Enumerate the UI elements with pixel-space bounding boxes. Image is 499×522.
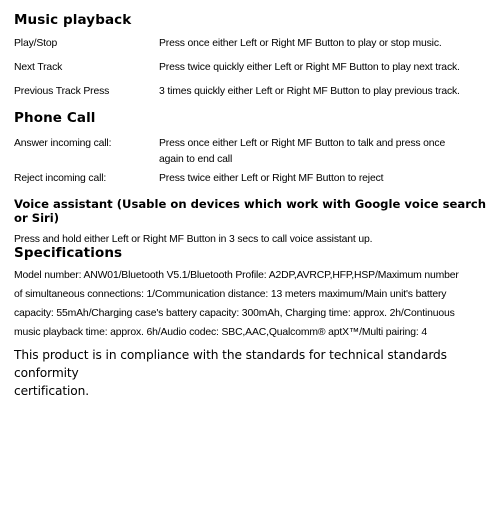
music-section [14, 12, 131, 28]
specs-line: of simultaneous connections: 1/Communication distance: 13 meters maximum/Main unit's battery [14, 289, 447, 300]
row-label-empty [14, 152, 159, 168]
specs-heading: Specifications [14, 245, 123, 261]
row-text: 3 times quickly either Left or Right MF Button to play previous track. [159, 86, 460, 97]
row-text: Press twice quickly either Left or Right MF Button to play next track. [159, 62, 460, 73]
compliance-section [14, 346, 494, 400]
row-text-line2: again to end call [159, 154, 233, 165]
row-text-line1: Press once either Left or Right MF Button to talk and press once [159, 138, 446, 149]
row-label: Next Track [14, 62, 63, 73]
row-label: Reject incoming call: [14, 173, 107, 184]
voice-section [14, 197, 494, 249]
compliance-line2: certification. [14, 384, 90, 398]
row-label: Answer incoming call: [14, 138, 112, 149]
music-heading: Music playback [14, 12, 132, 28]
specs-line: capacity: 55mAh/Charging case's battery capacity: 300mAh, Charging time: approx. 2h/Continuous [14, 308, 455, 319]
row-text: Press once either Left or Right MF Button to play or stop music. [159, 38, 442, 49]
row-text: Press twice either Left or Right MF Button to reject [159, 173, 384, 184]
phone-row-answer [14, 136, 489, 152]
row-label: Play/Stop [14, 38, 58, 49]
specs-section [14, 245, 122, 261]
compliance-line1: This product is in compliance with the standards for technical standards conformity [14, 348, 447, 380]
voice-heading: Voice assistant (Usable on devices which work with Google voice search or Siri) [14, 197, 487, 225]
phone-section [14, 110, 96, 126]
music-row-play [14, 36, 489, 52]
specs-line: Model number: ANW01/Bluetooth V5.1/Bluetooth Profile: A2DP,AVRCP,HFP,HSP/Maximum number [14, 270, 459, 281]
phone-row-answer-cont [14, 152, 489, 168]
phone-heading: Phone Call [14, 110, 96, 126]
music-row-previous [14, 84, 489, 100]
phone-row-reject [14, 171, 489, 187]
phone-rows [14, 136, 489, 187]
row-label: Previous Track Press [14, 86, 110, 97]
music-rows [14, 36, 489, 100]
specs-body [14, 266, 494, 342]
music-row-next [14, 60, 489, 76]
voice-text: Press and hold either Left or Right MF Button in 3 secs to call voice assistant up. [14, 234, 373, 245]
specs-line: music playback time: approx. 6h/Audio codec: SBC,AAC,Qualcomm® aptX™/Multi pairing: 4 [14, 327, 428, 338]
